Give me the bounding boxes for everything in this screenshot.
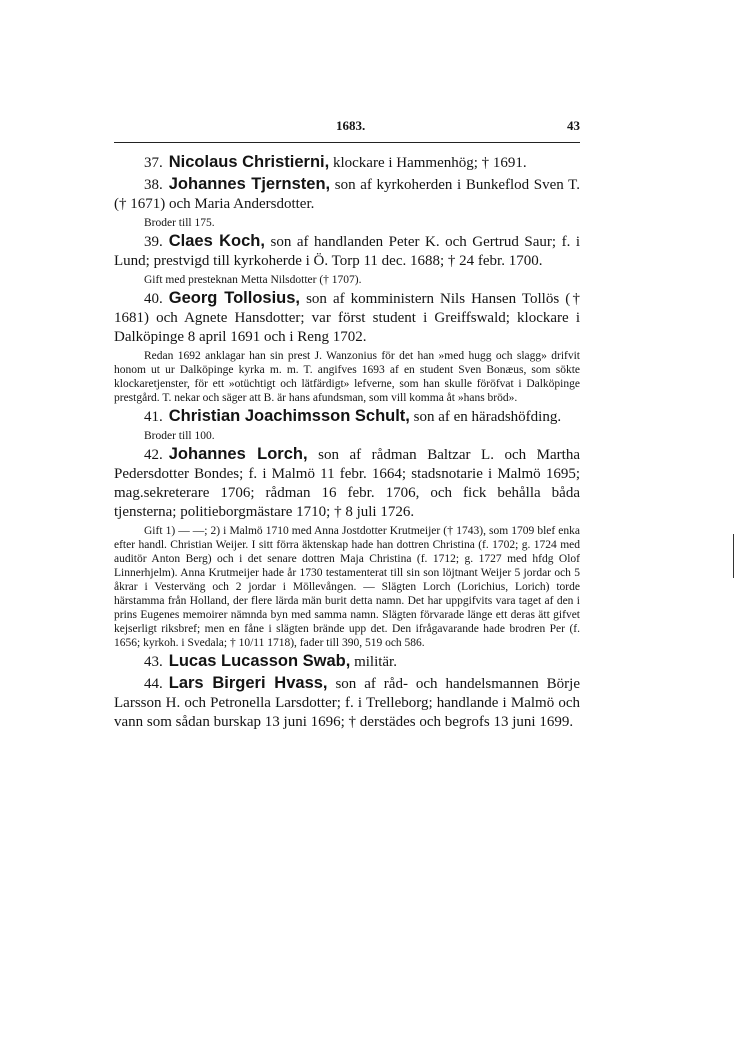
entry-number: 39.	[144, 234, 163, 250]
entry-number: 43.	[144, 654, 163, 670]
entry-name: Johannes Lorch,	[168, 445, 308, 463]
entry-number: 40.	[144, 291, 163, 307]
entry-note: Redan 1692 anklagar han sin prest J. Wanzonius för det han »med hugg och slagg» drifvit honom ut ur Dalköpinge kyrka m. m. T. angifves 1693 af en student Sven Bonæus, som sökte klockaretjenster, för ett »otüchtigt och lätfärdigt» lefverne, som han skulle föröfvat i Dalköpinge prestgård. T. nekar och säger att B. är hans afundsman, som vill komma åt »hans bröd».	[114, 350, 580, 404]
entry-text: son af handlanden Peter K. och Gertrud Saur; f. i Lund; prestvigd till kyrkoherde i Ö. Torp 11 dec. 1688; † 24 febr. 1700.	[114, 234, 581, 269]
entry-43	[114, 652, 580, 672]
entry-text: son af kyrkoherden i Bunkeflod Sven T. († 1671) och Maria Andersdotter.	[114, 177, 580, 212]
entry-name: Lars Birgeri Hvass,	[168, 674, 328, 692]
entry-38	[114, 175, 580, 230]
entry-text: militär.	[354, 654, 397, 670]
entry-number: 42.	[144, 447, 163, 463]
entry-name: Georg Tollosius,	[168, 289, 301, 307]
entry-text: son af råd- och handelsmannen Börje Larsson H. och Petronella Larsdotter; f. i Trelleborg; handlande i Malmö och vann som sådan burskap 13 juni 1696; † derstädes och begrofs 13 juni 1699.	[114, 676, 580, 730]
header-rule	[114, 142, 580, 143]
entry-number: 44.	[144, 676, 163, 692]
entry-44	[114, 674, 580, 732]
entry-note: Gift 1) — —; 2) i Malmö 1710 med Anna Jostdotter Krutmeijer († 1743), som 1709 blef enka efter handl. Christian Weijer. I sitt förra äktenskap hade han dottren Christina (f. 1702; g. 1724 med auditör Anton Berg) och i det senare dottren Maja Christina (f. 1712; g. 1727 med hfdg Olof Linnerhjelm). Anna Krutmeijer hade år 1730 testamenterat till sin son löjtnant Weijer 5 jordar och 5 åkrar i Vesterväng och 2 jordar i Möllevången. — Slägten Lorch (Lorichius, Lorich) torde härstamma från Holland, der flere lärda män burit detta namn. Det har uppgifvits vara taget af den i prins Eugenes memoirer nämnda byn med samma namn. Slägten förvarade länge ett deras ätt gifvet kejserligt riksbref; men en fåne i slägten brände upp det. Den ifrågavarande hade brodren Per (f. 1656; kyrkoh. i Svedala; † 10/11 1718), fader till 390, 519 och 586.	[114, 525, 580, 649]
entry-note: Gift med presteknan Metta Nilsdotter († 1707).	[144, 274, 362, 286]
entry-41	[114, 407, 580, 443]
entry-note: Broder till 175.	[144, 217, 215, 229]
entry-text: son af rådman Baltzar L. och Martha Pedersdotter Bondes; f. i Malmö 11 febr. 1664; stadsnotarie i Malmö 1695; mag.sekreterare 1706; rådman 16 febr. 1706, och fick behålla båda tjensterna; politieborgmästare 1710; † 8 juli 1726.	[114, 447, 580, 520]
entry-name: Christian Joachimsson Schult,	[168, 407, 410, 425]
entry-text: son af komministern Nils Hansen Tollös († 1681) och Agnete Hansdotter; var först student i Greiffswald; klockare i Dalköpinge 8 april 1691 och i Reng 1702.	[114, 291, 581, 345]
running-head	[114, 118, 580, 138]
entry-number: 38.	[144, 177, 163, 193]
entry-number: 41.	[144, 409, 163, 425]
entry-name: Lucas Lucasson Swab,	[168, 652, 351, 670]
scan-edge-mark	[733, 534, 734, 578]
entry-40	[114, 289, 580, 405]
entry-name: Johannes Tjernsten,	[168, 175, 331, 193]
entry-text: klockare i Hammenhög; † 1691.	[332, 155, 527, 171]
entry-name: Claes Koch,	[168, 232, 265, 250]
entry-note: Broder till 100.	[144, 430, 215, 442]
entry-number: 37.	[144, 155, 163, 171]
running-head-year: 1683.	[336, 118, 366, 133]
entry-42	[114, 445, 580, 650]
page-number: 43	[567, 118, 580, 133]
entry-name: Nicolaus Christierni,	[168, 153, 330, 171]
entry-39	[114, 232, 580, 287]
entry-37	[114, 153, 580, 173]
entry-list	[114, 153, 580, 734]
entry-text: son af en häradshöfding.	[413, 409, 562, 425]
